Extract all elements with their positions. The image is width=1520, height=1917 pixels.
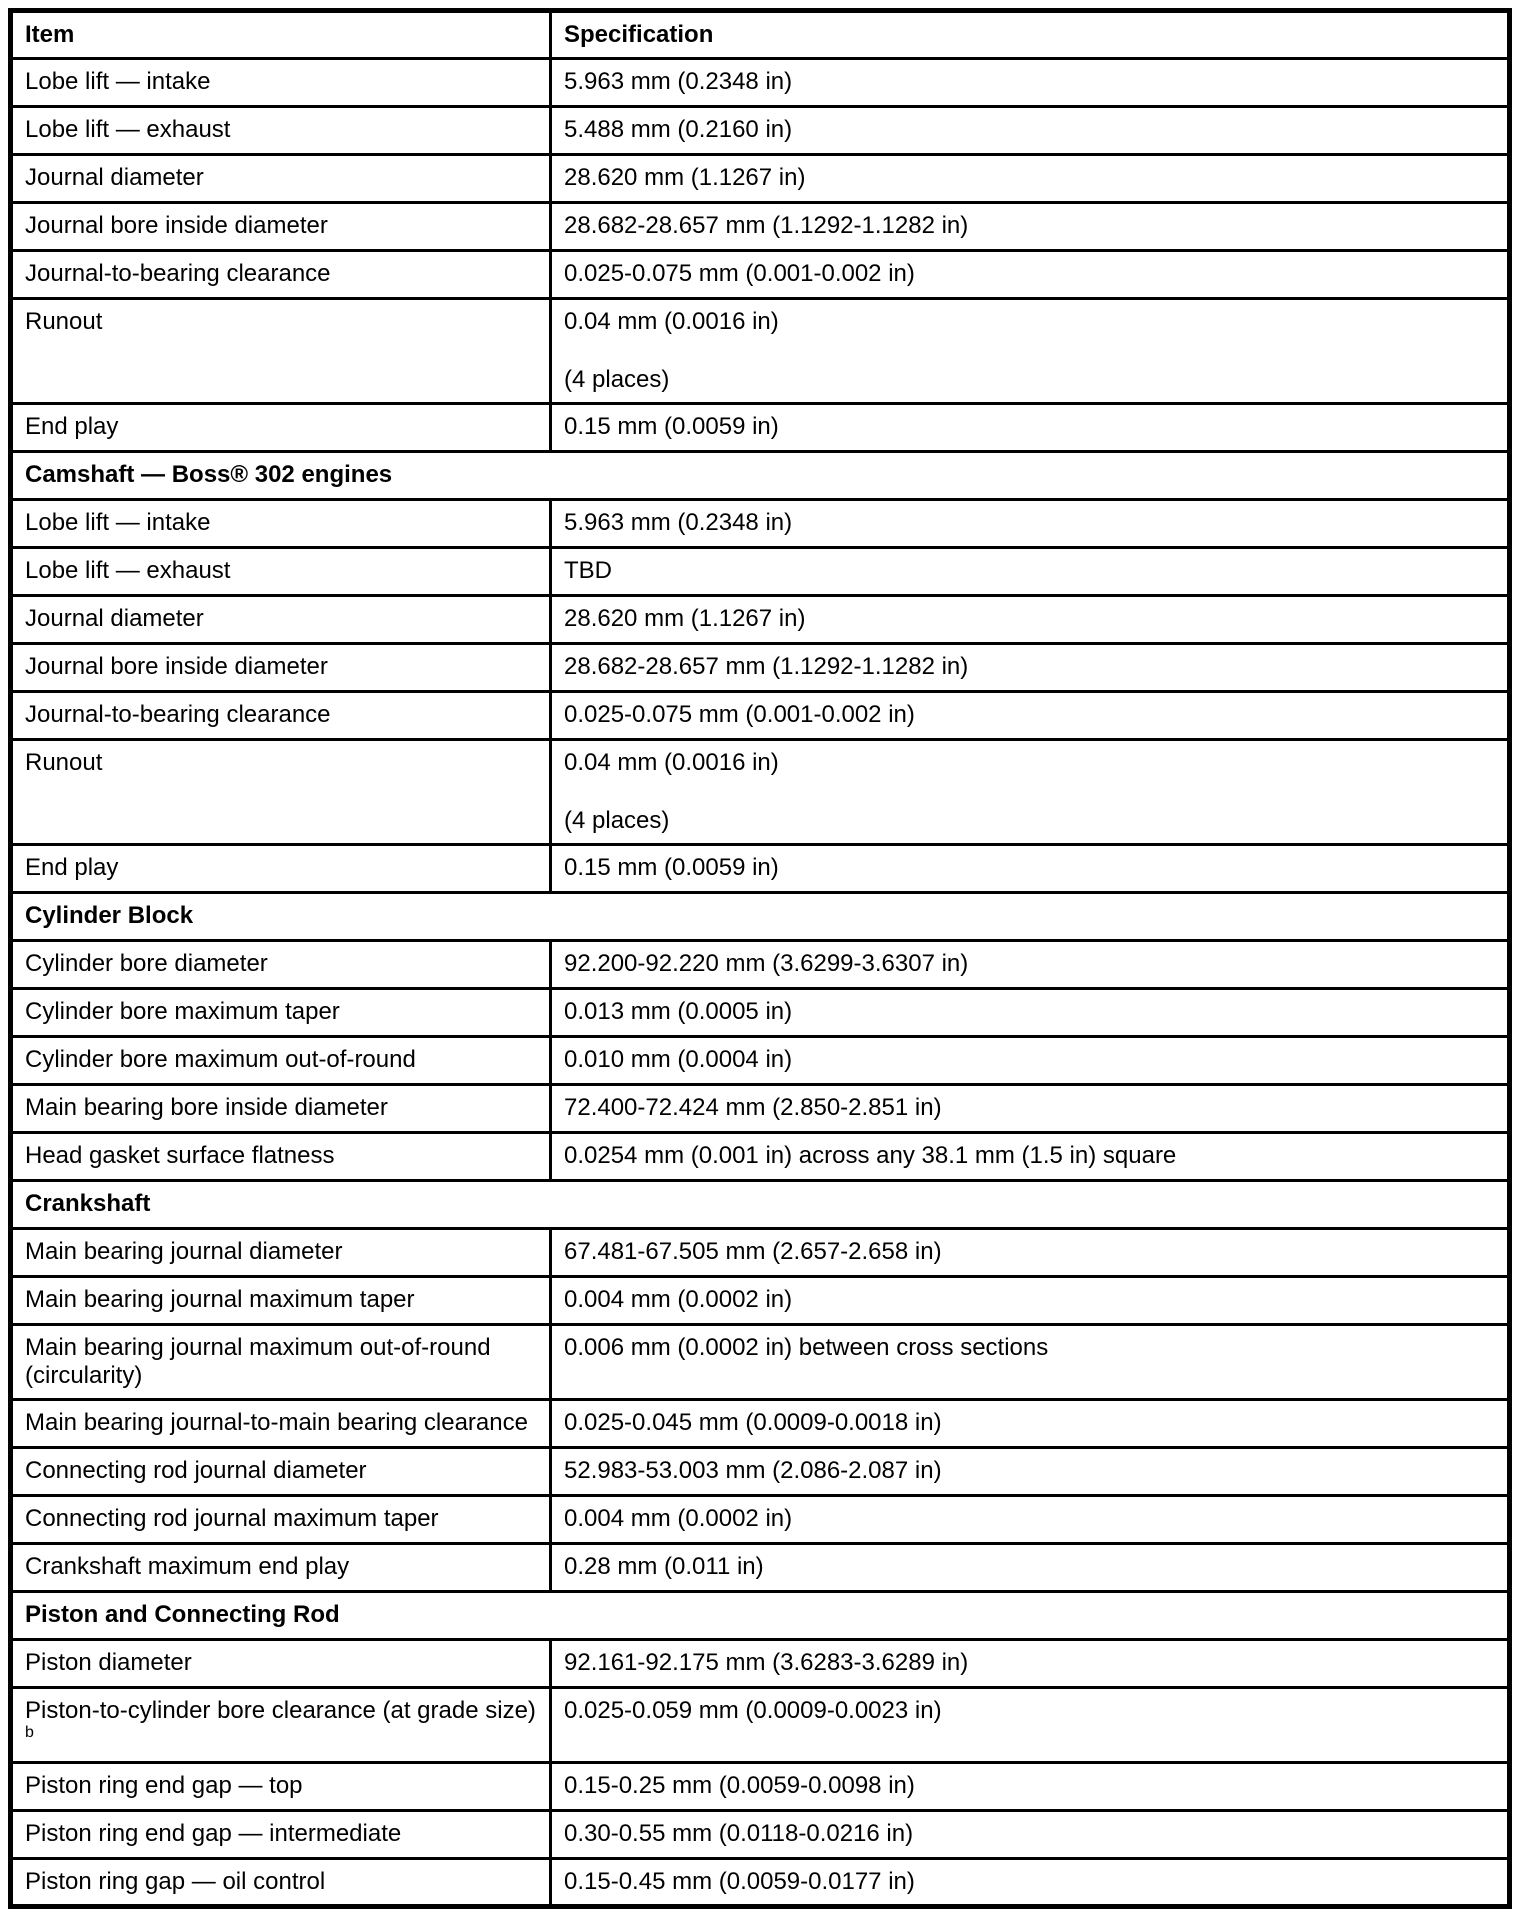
table-row (11, 596, 1510, 644)
table-row (11, 1811, 1510, 1859)
table-row (11, 1544, 1510, 1592)
spec-cell (551, 1448, 1510, 1496)
spec-cell (551, 989, 1510, 1037)
item-cell: Lobe lift — intake (11, 500, 551, 548)
spec-cell (551, 1496, 1510, 1544)
spec-cell (551, 941, 1510, 989)
spec-line: 28.620 mm (1.1267 in) (564, 605, 806, 632)
table-row (11, 1763, 1510, 1811)
item-cell: Runout (11, 740, 551, 845)
table-row (11, 1037, 1510, 1085)
item-cell: Main bearing journal-to-main bearing clearance (11, 1400, 551, 1448)
spec-line: 5.963 mm (0.2348 in) (564, 68, 793, 95)
specification-table (8, 8, 1512, 1909)
item-cell: Crankshaft maximum end play (11, 1544, 551, 1592)
table-row (11, 155, 1510, 203)
item-cell: End play (11, 845, 551, 893)
item-cell: Journal bore inside diameter (11, 644, 551, 692)
spec-line: 5.963 mm (0.2348 in) (564, 509, 793, 536)
spec-cell (551, 1400, 1510, 1448)
spec-cell (551, 644, 1510, 692)
item-cell: Cylinder bore diameter (11, 941, 551, 989)
spec-cell (551, 692, 1510, 740)
item-cell: Journal diameter (11, 155, 551, 203)
table-row (11, 740, 1510, 845)
table-row (11, 989, 1510, 1037)
table-row (11, 1688, 1510, 1763)
spec-cell (551, 596, 1510, 644)
spec-line: 0.15-0.25 mm (0.0059-0.0098 in) (564, 1772, 915, 1799)
section-header-label: Crankshaft (11, 1181, 1510, 1229)
spec-cell (551, 299, 1510, 404)
spec-line: 0.04 mm (0.0016 in) (564, 308, 779, 335)
table-row (11, 299, 1510, 404)
table-row (11, 1229, 1510, 1277)
item-cell: Journal bore inside diameter (11, 203, 551, 251)
spec-cell (551, 1544, 1510, 1592)
table-row (11, 1448, 1510, 1496)
spec-cell (551, 1229, 1510, 1277)
table-row (11, 1085, 1510, 1133)
table-row (11, 1496, 1510, 1544)
table-row (11, 500, 1510, 548)
spec-line: 0.15 mm (0.0059 in) (564, 854, 779, 881)
spec-line: 52.983-53.003 mm (2.086-2.087 in) (564, 1457, 942, 1484)
spec-line: 92.200-92.220 mm (3.6299-3.6307 in) (564, 950, 969, 977)
item-cell: Lobe lift — exhaust (11, 107, 551, 155)
spec-cell (551, 845, 1510, 893)
spec-line: 0.28 mm (0.011 in) (564, 1553, 764, 1580)
spec-cell (551, 59, 1510, 107)
table-body (11, 59, 1510, 1907)
table-row (11, 692, 1510, 740)
spec-line: 0.010 mm (0.0004 in) (564, 1046, 793, 1073)
spec-cell (551, 1811, 1510, 1859)
spec-line: TBD (564, 557, 612, 584)
spec-line: 0.004 mm (0.0002 in) (564, 1505, 793, 1532)
section-header-row (11, 452, 1510, 500)
section-header-row (11, 1592, 1510, 1640)
table-row (11, 1277, 1510, 1325)
spec-line: 0.004 mm (0.0002 in) (564, 1286, 793, 1313)
spec-cell (551, 1763, 1510, 1811)
item-cell: Lobe lift — exhaust (11, 548, 551, 596)
table-row (11, 548, 1510, 596)
table-row (11, 203, 1510, 251)
spec-cell (551, 107, 1510, 155)
item-cell: Connecting rod journal diameter (11, 1448, 551, 1496)
item-cell: Main bearing journal maximum out-of-round (circularity) (11, 1325, 551, 1400)
spec-line: 0.025-0.059 mm (0.0009-0.0023 in) (564, 1697, 942, 1724)
spec-line: 0.15-0.45 mm (0.0059-0.0177 in) (564, 1868, 915, 1895)
item-cell: Main bearing journal diameter (11, 1229, 551, 1277)
item-cell: Piston diameter (11, 1640, 551, 1688)
item-cell: Runout (11, 299, 551, 404)
footnote-marker: b (25, 1724, 34, 1741)
item-cell: Piston-to-cylinder bore clearance (at grade size) $^b$ (11, 1688, 551, 1763)
spec-line: 0.006 mm (0.0002 in) between cross sections (564, 1334, 1049, 1361)
spec-cell (551, 251, 1510, 299)
table-row (11, 251, 1510, 299)
table-row (11, 59, 1510, 107)
spec-line: 0.025-0.075 mm (0.001-0.002 in) (564, 701, 915, 728)
table-row (11, 644, 1510, 692)
column-header-item: Item (11, 11, 551, 59)
spec-cell (551, 548, 1510, 596)
item-cell: Cylinder bore maximum taper (11, 989, 551, 1037)
spec-line: 0.15 mm (0.0059 in) (564, 413, 779, 440)
item-cell: Cylinder bore maximum out-of-round (11, 1037, 551, 1085)
spec-line: 72.400-72.424 mm (2.850-2.851 in) (564, 1094, 942, 1121)
item-cell: Journal-to-bearing clearance (11, 692, 551, 740)
spec-line: 28.682-28.657 mm (1.1292-1.1282 in) (564, 212, 969, 239)
spec-cell (551, 1277, 1510, 1325)
table-row (11, 1133, 1510, 1181)
spec-cell (551, 1688, 1510, 1763)
spec-cell (551, 1325, 1510, 1400)
spec-line: 5.488 mm (0.2160 in) (564, 116, 793, 143)
item-cell: Journal diameter (11, 596, 551, 644)
item-cell: Piston ring end gap — top (11, 1763, 551, 1811)
section-header-row (11, 1181, 1510, 1229)
spec-cell (551, 1859, 1510, 1907)
header-row (11, 11, 1510, 59)
spec-line: (4 places) (564, 366, 670, 393)
spec-cell (551, 203, 1510, 251)
table-row (11, 1859, 1510, 1907)
spec-line: 0.0254 mm (0.001 in) across any 38.1 mm (1.5 in) square (564, 1142, 1177, 1169)
section-header-label: Cylinder Block (11, 893, 1510, 941)
spec-cell (551, 1085, 1510, 1133)
section-header-label: Piston and Connecting Rod (11, 1592, 1510, 1640)
item-cell: Piston ring gap — oil control (11, 1859, 551, 1907)
spec-line: 28.682-28.657 mm (1.1292-1.1282 in) (564, 653, 969, 680)
item-cell: Journal-to-bearing clearance (11, 251, 551, 299)
column-header-specification: Specification (551, 11, 1510, 59)
spec-cell (551, 1133, 1510, 1181)
spec-cell (551, 1037, 1510, 1085)
spec-line: 0.025-0.045 mm (0.0009-0.0018 in) (564, 1409, 942, 1436)
spec-line: 92.161-92.175 mm (3.6283-3.6289 in) (564, 1649, 969, 1676)
spec-cell (551, 500, 1510, 548)
table-row (11, 1640, 1510, 1688)
table-row (11, 404, 1510, 452)
spec-line: 0.025-0.075 mm (0.001-0.002 in) (564, 260, 915, 287)
table-row (11, 941, 1510, 989)
item-cell: Main bearing journal maximum taper (11, 1277, 551, 1325)
table-row (11, 1325, 1510, 1400)
spec-cell (551, 404, 1510, 452)
spec-cell (551, 155, 1510, 203)
spec-line: 0.04 mm (0.0016 in) (564, 749, 779, 776)
spec-cell (551, 740, 1510, 845)
item-cell: Lobe lift — intake (11, 59, 551, 107)
item-cell: End play (11, 404, 551, 452)
spec-cell (551, 1640, 1510, 1688)
spec-line: 67.481-67.505 mm (2.657-2.658 in) (564, 1238, 942, 1265)
item-cell: Head gasket surface flatness (11, 1133, 551, 1181)
table-row (11, 107, 1510, 155)
spec-line: (4 places) (564, 807, 670, 834)
item-cell: Connecting rod journal maximum taper (11, 1496, 551, 1544)
item-cell: Piston ring end gap — intermediate (11, 1811, 551, 1859)
spec-line: 0.30-0.55 mm (0.0118-0.0216 in) (564, 1820, 914, 1847)
table-row (11, 1400, 1510, 1448)
table-row (11, 845, 1510, 893)
spec-line: 28.620 mm (1.1267 in) (564, 164, 806, 191)
section-header-row (11, 893, 1510, 941)
spec-line: 0.013 mm (0.0005 in) (564, 998, 793, 1025)
item-cell: Main bearing bore inside diameter (11, 1085, 551, 1133)
section-header-label: Camshaft — Boss® 302 engines (11, 452, 1510, 500)
